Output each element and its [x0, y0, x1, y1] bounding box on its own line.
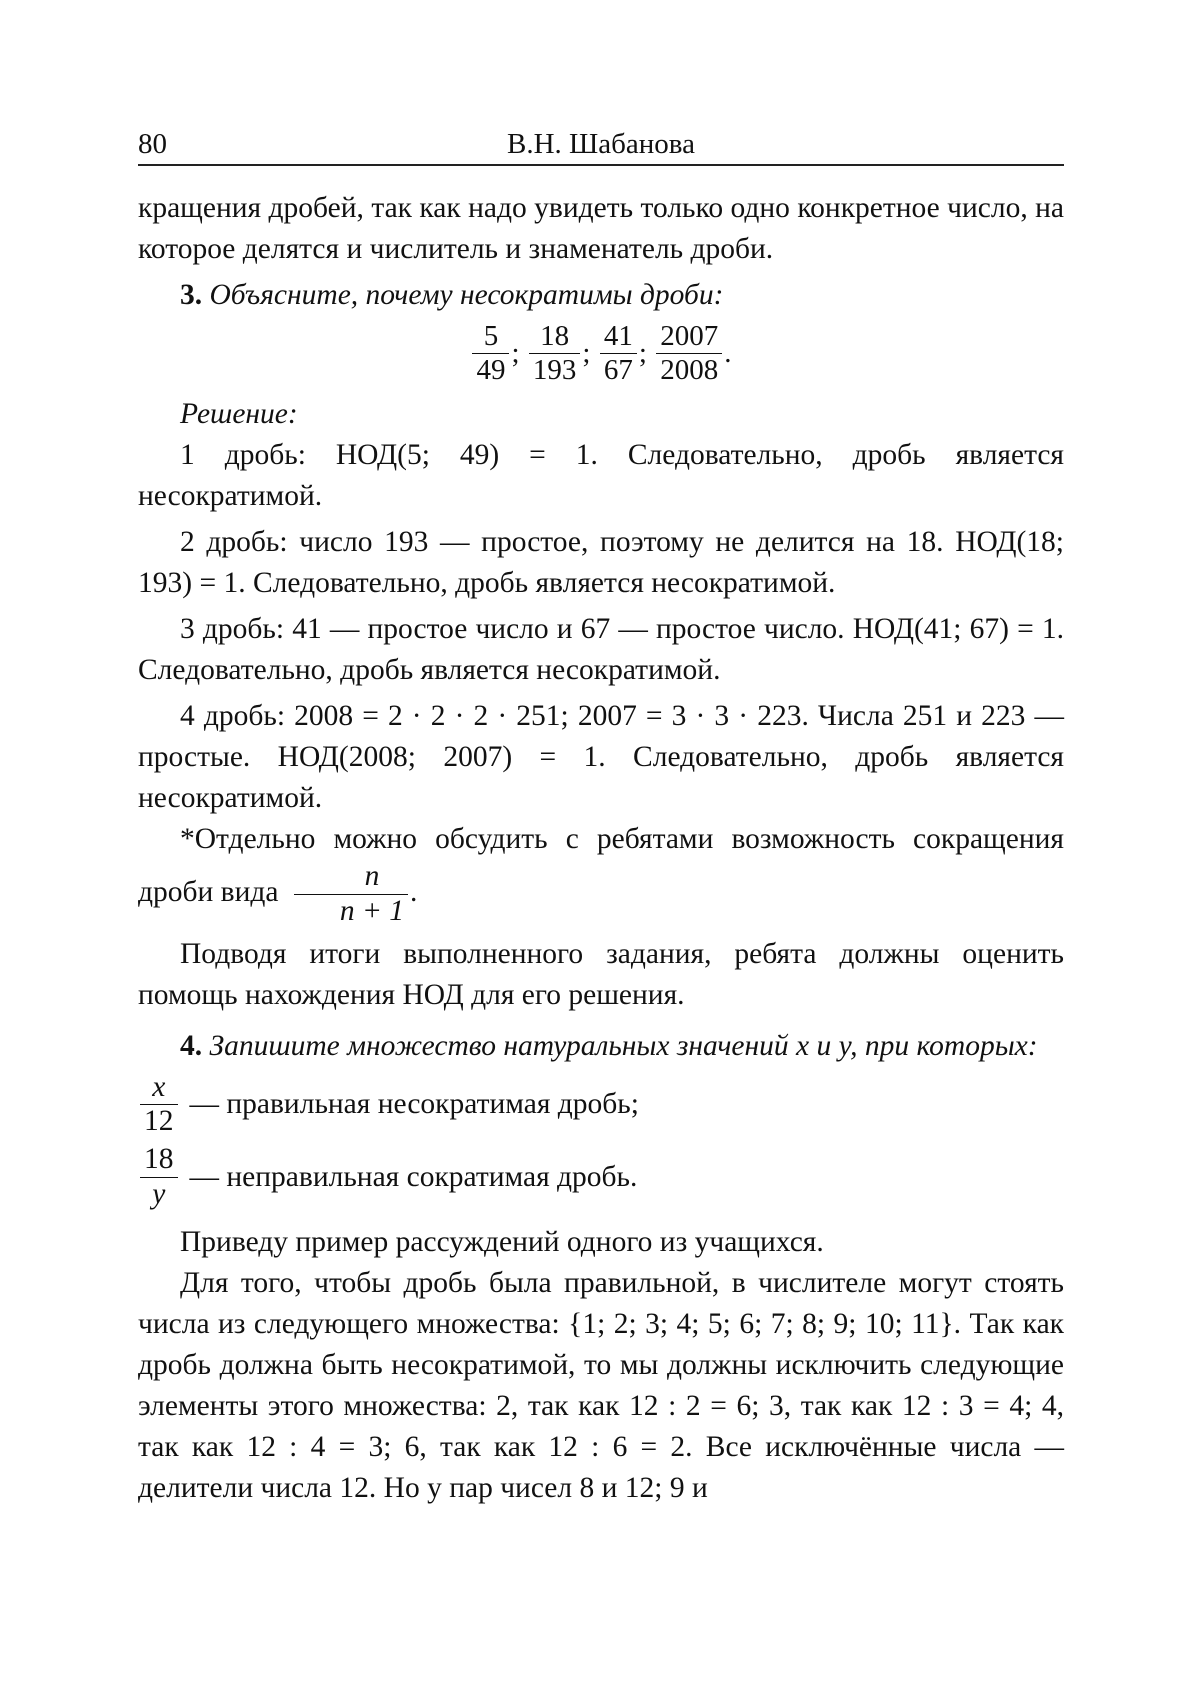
running-head-author: В.Н. Шабанова [138, 128, 1064, 161]
summary-paragraph: Подводя итоги выполненного задания, ребята должны оценить помощь нахождения НОД для его решения. [138, 934, 1064, 1016]
task-4-text: Запишите множество натуральных значений x и y, при которых: [210, 1030, 1038, 1062]
fraction-x-over-12: x 12 [140, 1071, 178, 1140]
page-number: 80 [138, 128, 167, 161]
fraction-3: 41 67 [600, 320, 637, 388]
page-header [138, 128, 1064, 166]
example-paragraph: Приведу пример рассуждений одного из учащихся. [138, 1222, 1064, 1263]
page-body [138, 188, 1064, 1509]
task-3-text: Объясните, почему несократимы дроби: [210, 279, 724, 311]
fraction-1: 5 49 [472, 320, 509, 388]
solution-label: Решение: [138, 394, 1064, 435]
fraction-n-over-n-plus-1: n n + 1 [294, 860, 408, 929]
task-3-number: 3. [180, 279, 202, 311]
fraction-4: 2007 2008 [656, 320, 722, 388]
fraction-18-over-y: 18 y [140, 1143, 178, 1212]
task-3-fractions: 5 49 ; 18 193 ; 41 67 ; 2007 2008 . [138, 320, 1064, 388]
intro-paragraph: кращения дробей, так как надо увидеть только одно конкретное число, на которое делятся и числитель и знаменатель дроби. [138, 188, 1064, 270]
task-3-heading [138, 275, 1064, 316]
note-paragraph: *Отдельно можно обсудить с ребятами возможность сокращения дроби вида n n + 1 . [138, 819, 1064, 929]
book-page [138, 128, 1064, 1509]
condition-2: 18 y — неправильная сократимая дробь. [138, 1143, 1064, 1212]
solution-fraction-2: 2 дробь: число 193 — простое, поэтому не делится на 18. НОД(18; 193) = 1. Следовательно, дробь является несократимой. [138, 522, 1064, 604]
task-4-heading [138, 1026, 1064, 1067]
reasoning-paragraph: Для того, чтобы дробь была правильной, в числителе могут стоять числа из следующего множества: {1; 2; 3; 4; 5; 6; 7; 8; 9; 10; 11}. Так как дробь должна быть несократимой, то мы должны исключить следующие элементы этого множества: 2, так как 12 : 2 = 6; 3, так как 12 : 3 = 4; 4, так как 12 : 4 = 3; 6, так как 12 : 6 = 2. Все исключённые числа — делители числа 12. Но у пар чисел 8 и 12; 9 и [138, 1263, 1064, 1509]
condition-1: x 12 — правильная несократимая дробь; [138, 1071, 1064, 1140]
solution-fraction-4: 4 дробь: 2008 = 2 · 2 · 2 · 251; 2007 = 3 · 3 · 223. Числа 251 и 223 — простые. НОД(2008; 2007) = 1. Следовательно, дробь является несократимой. [138, 696, 1064, 819]
task-4-number: 4. [180, 1030, 202, 1062]
solution-fraction-3: 3 дробь: 41 — простое число и 67 — простое число. НОД(41; 67) = 1. Следовательно, дробь является несократимой. [138, 609, 1064, 691]
fraction-2: 18 193 [529, 320, 581, 388]
solution-fraction-1: 1 дробь: НОД(5; 49) = 1. Следовательно, дробь является несократимой. [138, 435, 1064, 517]
